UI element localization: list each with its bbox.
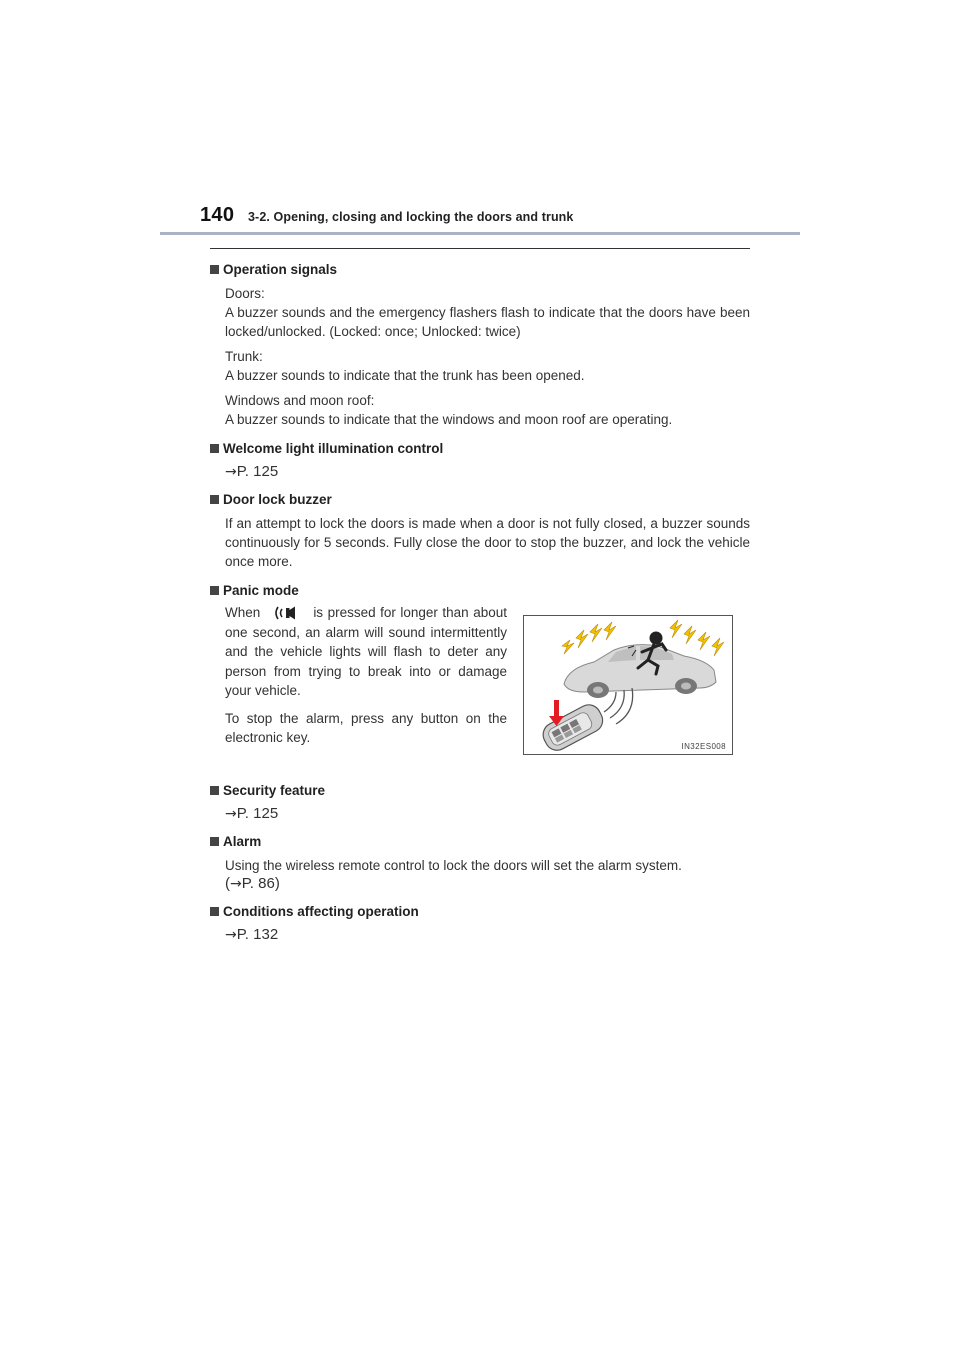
reference-text: P. 132 — [236, 926, 279, 943]
arrow-right-icon: → — [225, 927, 237, 943]
section-conditions — [210, 900, 750, 943]
section-heading — [210, 437, 750, 459]
square-bullet-icon — [210, 786, 219, 795]
section-divider — [210, 248, 750, 249]
heading-text: Door lock buzzer — [223, 491, 332, 507]
doors-text: A buzzer sounds and the emergency flashers flash to indicate that the doors have been locked/unlocked. (Locked: once; Unlocked: twice) — [225, 305, 750, 339]
section-heading — [210, 488, 750, 510]
section-welcome-light — [210, 437, 750, 480]
section-operation-signals — [210, 258, 750, 429]
heading-text: Conditions affecting operation — [223, 903, 419, 919]
section-title: 3-2. Opening, closing and locking the doors and trunk — [248, 210, 574, 224]
page-content — [210, 258, 750, 951]
panic-text-before: When — [225, 605, 261, 620]
trunk-label: Trunk: — [225, 349, 263, 364]
square-bullet-icon — [210, 444, 219, 453]
square-bullet-icon — [210, 586, 219, 595]
section-heading — [210, 579, 750, 601]
trunk-text: A buzzer sounds to indicate that the trunk has been opened. — [225, 368, 585, 383]
heading-text: Welcome light illumination control — [223, 440, 444, 456]
windows-label: Windows and moon roof: — [225, 393, 375, 408]
panic-mode-body — [210, 603, 750, 771]
panic-text-after: is pressed for longer than about one second, an alarm will sound intermittently and the vehicle lights will flash to deter any person from trying to break into or damage your vehicle. — [225, 605, 507, 698]
square-bullet-icon — [210, 837, 219, 846]
paragraph-group — [225, 284, 750, 429]
page-reference[interactable] — [225, 805, 750, 822]
heading-text: Alarm — [223, 833, 262, 849]
reference-text: P. 125 — [236, 463, 279, 480]
page-reference[interactable] — [225, 875, 750, 892]
section-heading — [210, 779, 750, 801]
section-heading — [210, 900, 750, 922]
doors-label: Doors: — [225, 286, 265, 301]
reference-text: P. 86 — [241, 875, 275, 892]
heading-text: Operation signals — [223, 261, 338, 277]
door-lock-buzzer-text: If an attempt to lock the doors is made when a door is not fully closed, a buzzer sounds continuously for 5 seconds. Fully close the door to stop the buzzer, and lock the vehicle once more. — [225, 516, 750, 569]
section-heading — [210, 258, 750, 280]
page-reference[interactable] — [225, 463, 750, 480]
panic-mode-text — [225, 603, 507, 756]
section-panic-mode — [210, 579, 750, 771]
figure-code: IN32ES008 — [681, 742, 726, 751]
arrow-right-icon: → — [225, 464, 237, 480]
heading-text: Security feature — [223, 782, 326, 798]
ref-open-paren: ( — [225, 875, 230, 892]
reference-text: P. 125 — [236, 805, 279, 822]
paragraph-group — [225, 514, 750, 571]
page-reference[interactable] — [225, 926, 750, 943]
heading-text: Panic mode — [223, 582, 299, 598]
square-bullet-icon — [210, 265, 219, 274]
panic-mode-illustration — [523, 615, 733, 755]
arrow-right-icon: → — [225, 806, 237, 822]
section-door-lock-buzzer — [210, 488, 750, 571]
section-alarm — [210, 830, 750, 892]
paragraph-group — [225, 856, 750, 875]
square-bullet-icon — [210, 907, 219, 916]
section-security-feature — [210, 779, 750, 822]
page-number: 140 — [200, 204, 235, 226]
panic-button-icon — [265, 605, 309, 621]
windows-text: A buzzer sounds to indicate that the windows and moon roof are operating. — [225, 412, 673, 427]
panic-stop-text: To stop the alarm, press any button on the electronic key. — [225, 710, 507, 745]
header-rule — [160, 232, 800, 235]
page-header — [160, 204, 800, 236]
arrow-right-icon: → — [230, 876, 242, 892]
alarm-text: Using the wireless remote control to lock the doors will set the alarm system. — [225, 858, 682, 873]
ref-close-paren: ) — [274, 875, 280, 892]
section-heading — [210, 830, 750, 852]
square-bullet-icon — [210, 495, 219, 504]
